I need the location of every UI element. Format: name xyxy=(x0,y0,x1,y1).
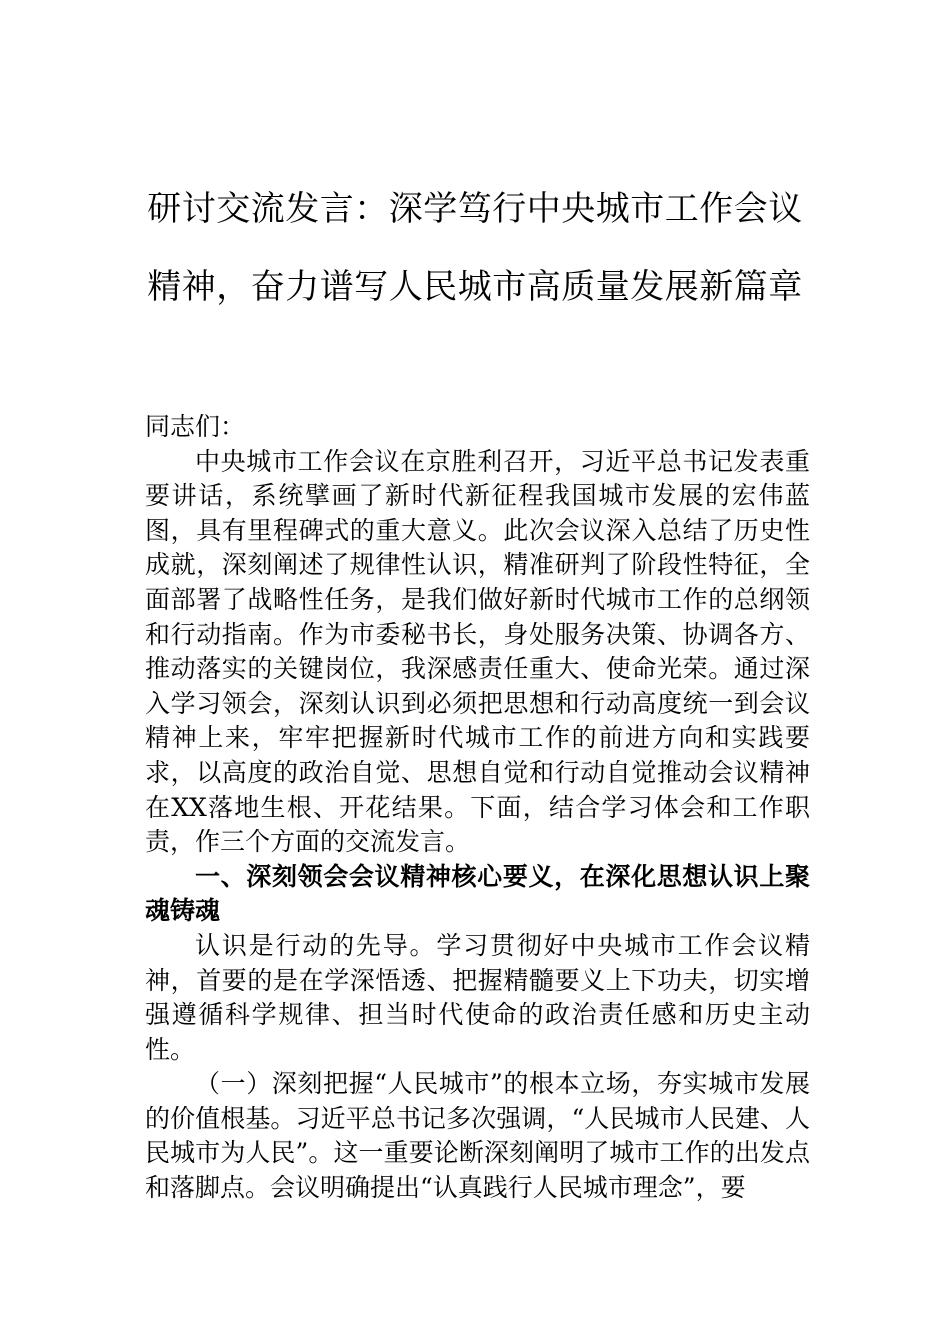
paragraph-subsection-one: （一）深刻把握“人民城市”的根本立场，夯实城市发展的价值根基。习近平总书记多次强调，“人民城市人民建、人民城市为人民”。这一重要论断深刻阐明了城市工作的出发点和落脚点。会议明确提出“认真践行人民城市理念”，要 xyxy=(145,1069,810,1203)
salutation: 同志们： xyxy=(145,412,246,441)
section-heading-one: 一、深刻领会会议精神核心要义，在深化思想认识上聚魂铸魂 xyxy=(145,861,810,926)
document-body xyxy=(145,410,810,1206)
document-title: 研讨交流发言：深学笃行中央城市工作会议精神，奋力谱写人民城市高质量发展新篇章 xyxy=(147,189,803,307)
paragraph-intro: 中央城市工作会议在京胜利召开，习近平总书记发表重要讲话，系统擘画了新时代新征程我国城市发展的宏伟蓝图，具有里程碑式的重大意义。此次会议深入总结了历史性成就，深刻阐述了规律性认识，精准研判了阶段性特征，全面部署了战略性任务，是我们做好新时代城市工作的总纲领和行动指南。作为市委秘书长，身处服务决策、协调各方、推动落实的关键岗位，我深感责任重大、使命光荣。通过深入学习领会，深刻认识到必须把思想和行动高度统一到会议精神上来，牢牢把握新时代城市工作的前进方向和实践要求，以高度的政治自觉、思想自觉和行动自觉推动会议精神在XX落地生根、开花结果。下面，结合学习体会和工作职责，作三个方面的交流发言。 xyxy=(145,446,810,857)
paragraph-section-one-intro: 认识是行动的先导。学习贯彻好中央城市工作会议精神，首要的是在学深悟透、把握精髓要义上下功夫，切实增强遵循科学规律、担当时代使命的政治责任感和历史主动性。 xyxy=(145,930,810,1064)
